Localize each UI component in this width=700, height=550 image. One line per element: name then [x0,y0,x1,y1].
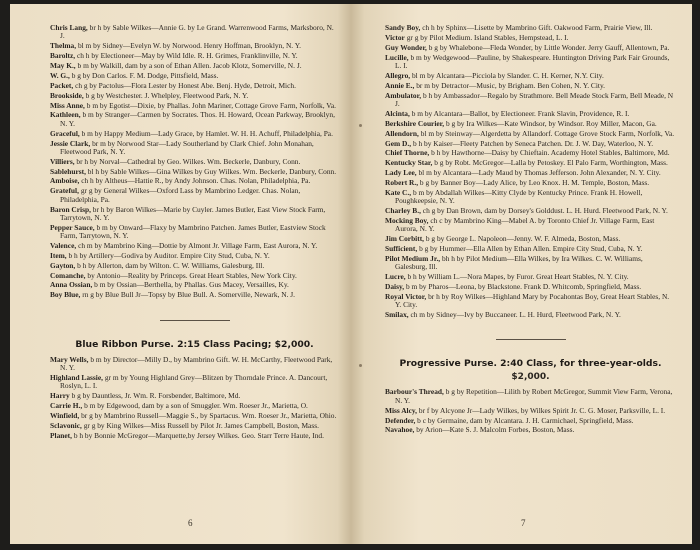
entry-item [50,422,339,430]
section-divider [160,320,230,321]
entry-item [50,262,339,270]
entry-details: ch c by Mambrino King—Mabel A. by Toronto Chief Jr. Village Farm, East Aurora, N. Y. [395,216,655,234]
entry-item [50,158,339,166]
entry-item [385,217,676,234]
entry-item [385,149,676,157]
horse-name: Thelma, [50,41,77,51]
left-page [10,4,351,544]
entry-item [50,272,339,280]
horse-name: Villiers, [50,156,75,166]
horse-name: Harry [50,391,70,401]
entry-item [385,54,676,71]
horse-name: Gayton, [50,260,76,270]
entry-item [50,242,339,250]
entry-item [385,140,676,148]
horse-name: Allendorn, [385,128,419,138]
entry-item [50,402,339,410]
entry-details: b h by Artillery—Godiva by Auditor. Empire City Stud, Cuba, N. Y. [68,250,270,260]
horse-name: Boy Blue, [50,290,81,300]
horse-name: Brookside, [50,90,84,100]
entry-details: b g by George L. Napoleon—Jenny. W. F. Almeda, Boston, Mass. [425,234,621,244]
entry-details: b h by Bonnie McGregor—Marquette,by Jersey Wilkes. Geo. Starr Terre Haute, Ind. [73,430,324,440]
entry-item [385,255,676,272]
horse-name: Chief Thorne, [385,148,430,158]
entry-item [385,24,676,32]
entry-details: b m by Director—Milly D., by Mambrino Gift. W. H. McCarthy, Fleetwood Park, N. Y. [60,354,333,372]
entry-item [50,206,339,223]
horse-name: Anna Ossian, [50,280,93,290]
horse-name: Grateful, [50,186,79,196]
horse-name: Sandy Boy, [385,23,421,32]
horse-name: Sclavonic, [50,420,82,430]
entry-details: br h by Roy Wilkes—Highland Mary by Pocahontas Boy, Great Heart Stables, N. Y. City. [395,291,670,310]
entry-details: br m by Norwood Star—Lady Southerland by Clark Chief. John Monahan, Fleetwood Park, N. Y. [60,138,314,156]
entry-item [385,293,676,310]
horse-name: Baron Crisp, [50,204,91,214]
entry-item [385,207,676,215]
entry-item [50,92,339,100]
entry-item [385,245,676,253]
entry-item [385,72,676,80]
entry-details: ch h by Altheus—Hattie R., by Andy Johnson. Chas. Nolan, Philadelphia, Pa. [81,176,311,186]
entry-details: by Arion—Kate S. J. Malcolm Forbes, Boston, Mass. [416,425,575,435]
entry-details: b m by Ossian—Berthella, by Phallas. Gus Macey, Versailles, Ky. [94,280,289,290]
entry-details: b g by Hummer—Ella Allen by Ethan Allen. Empire City Stud, Cuba, N. Y. [419,244,643,254]
entry-item [50,42,339,50]
entry-item [50,432,339,440]
entry-details: b g by Ira Wilkes—Kate Windsor, by Windsor. Roy Miller, Macon, Ga. [445,118,657,128]
entry-details: b h by Hawthorne—Daisy by Chieftain. Academy Hotel Stables, Baltimore, Md. [431,148,670,158]
horse-name: Winfield, [50,410,80,420]
entry-item [385,426,676,434]
horse-name: Valence, [50,240,77,250]
horse-name: Sufficient, [385,244,418,254]
horse-name: Allegro, [385,70,411,80]
entry-item [50,52,339,60]
horse-name: Mocking Boy, [385,216,429,226]
horse-name: Graceful, [50,128,80,138]
horse-name: Baroltz, [50,51,76,61]
entry-item [50,374,339,391]
entry-item [50,82,339,90]
entry-details: br f by Alcyone Jr—Lady Wilkes, by Wilkes Spirit Jr. C. G. Moser, Parksville, L. I. [418,405,666,415]
entry-details: ch h by Electioneer—May by Wild Idle. R. H. Grimes, Franklinville, N. Y. [76,51,298,61]
horse-name: Barbour's Thread, [385,387,444,397]
horse-name: Comanche, [50,270,86,280]
entry-item [385,388,676,405]
horse-name: Carrie H., [50,400,83,410]
horse-name: Lucille, [385,52,409,62]
entry-item [50,252,339,260]
horse-name: Navahoe, [385,425,415,435]
entry-item [385,130,676,138]
entry-item [50,392,339,400]
entry-details: b m by Egotist—Dixie, by Phallas. John Mariner, Cottage Grove Farm, Norfolk, Va. [86,100,336,110]
horse-name: Royal Victor, [385,291,427,301]
entry-details: b h by Ambassador—Regalo by Strathmore. Bell Meade Stock Farm, Bell Meade, N J. [395,90,674,108]
horse-name: Miss Alcy, [385,405,418,415]
horse-name: Highland Lassie, [50,372,103,382]
entry-item [50,168,339,176]
entry-details: ch m by Mambrino King—Dottie by Almont Jr. Village Farm, East Aurora, N. Y. [78,240,318,250]
entry-details: bl h by Sable Wilkes—Gina Wilkes by Guy Wilkes. Wm. Beckerle, Danbury, Conn. [87,166,337,176]
entry-details: ch m by Sidney—Ivy by Buccaneer. L. H. Hurd, Fleetwood Park, N. Y. [410,310,621,320]
entry-details: b g by Westchester. J. Whelpley, Fleetwood Park, N. Y. [85,90,249,100]
horse-name: Lucre, [385,272,406,282]
entry-item [385,169,676,177]
entry-details: b m by Wedgewood—Pauline, by Shakespeare. Huntington Driving Park Fair Grounds, L. I. [395,52,670,70]
entry-details: b h by William L.—Nora Mapes, by Furor. Great Heart Stables, N. Y. City. [407,272,629,282]
entry-details: rn g by Blue Bull Jr—Topsy by Blue Bull. A. Somerville, Newark, N. J. [82,290,296,300]
entry-item [385,273,676,281]
horse-name: Robert R., [385,178,419,188]
right-page [351,4,692,544]
entry-details: b m by Happy Medium—Lady Grace, by Hamlet. W. H. H. Achuff, Philadelphia, Pa. [81,128,333,138]
entry-item [385,120,676,128]
entry-item [385,179,676,187]
binding-hole [359,364,362,367]
entry-item [50,111,339,128]
horse-name: Chris Lang, [50,23,88,32]
entries-bottom [50,356,339,440]
section-heading: Blue Ribbon Purse. 2:15 Class Pacing; $2,000. [75,338,314,350]
entry-item [50,177,339,185]
horse-name: Kate C., [385,187,412,197]
entry-item [50,291,339,299]
entry-details: gr g by General Wilkes—Oxford Lass by Mambrino Ledger. Chas. Nolan, Philadelphia, Pa. [60,186,301,204]
horse-name: May K., [50,60,76,70]
entry-details: bh h by Pilot Medium—Ella Wilkes, by Ira Wilkes. C. W. Williams, Galesburg, Ill. [395,254,643,272]
entry-details: b m by Pharos—Leona, by Blackstone. Frank D. Whitcomb, Springfield, Mass. [405,282,642,292]
entry-item [385,82,676,90]
entry-item [385,34,676,42]
entry-details: ch g by Pactolus—Flora Lester by Honest Abe. Benj. Hyde, Detroit, Mich. [75,80,296,90]
entry-details: by Antonio—Reality by Princeps. Great Heart Stables, New York City. [87,270,297,280]
horse-name: Victor [385,32,405,42]
section-divider [496,339,566,340]
entry-details: bl m by Sidney—Evelyn W. by Norwood. Henry Hoffman, Brooklyn, N. Y. [77,41,301,51]
entries-bottom [385,388,676,434]
horse-name: Jim Corbitt, [385,234,424,244]
entry-details: b g by Don Carlos. F. M. Dodge, Pittsfield, Mass. [71,70,219,80]
horse-name: Jessie Clark, [50,138,91,148]
horse-name: Item, [50,250,67,260]
horse-name: Kathleen, [50,110,81,120]
entry-item [385,110,676,118]
horse-name: Planet, [50,430,72,440]
entry-details: ch g by Dan Brown, dam by Dorsey's Golddust. L. H. Hurd. Fleetwood Park, N. Y. [422,206,668,216]
horse-name: Guy Wonder, [385,42,427,52]
entries-top [385,24,676,319]
horse-name: Amboise, [50,176,80,186]
entry-details: b c by Germaine, dam by Alcantara. J. H. Carmichael, Springfield, Mass. [417,415,634,425]
entry-item [50,281,339,289]
entry-item [50,224,339,241]
entry-item [385,44,676,52]
entry-item [385,189,676,206]
entry-item [385,311,676,319]
entry-details: gr g by Pilot Medium. Island Stables, Hempstead, L. I. [406,32,569,42]
entry-details: b g by Dauntless, Jr. Wm. R. Forsbender, Baltimore, Md. [71,391,241,401]
entry-item [50,412,339,420]
entry-details: gr m by Young Highland Grey—Blitzen by Thorndale Prince. A. Dancourt, Roslyn, L. I. [60,372,328,391]
entry-details: b m by Walkill, dam by a son of Ethan Allen. Jacob Klotz, Somerville, N. J. [77,60,302,70]
entry-details: br h by Norval—Cathedral by Geo. Wilkes. Wm. Beckerle, Danbury, Conn. [76,156,301,166]
entry-item [50,24,339,41]
horse-name: Smilax, [385,310,409,320]
horse-name: Charley B., [385,206,421,216]
binding-hole [359,124,362,127]
book-spread [10,4,692,544]
horse-name: Pilot Medium Jr., [385,254,441,263]
horse-name: Lady Lee, [385,168,417,178]
entry-details: bl m by Alcantara—Lady Maud by Thomas Jefferson. John Alexander, N. Y. City. [418,168,661,178]
horse-name: Berkshire Courier, [385,118,445,128]
entry-item [385,159,676,167]
section-heading: Progressive Purse. 2:40 Class, for three-year-olds. [399,358,662,370]
entries-top [50,24,339,300]
entry-details: b g by Banner Boy—Lady Alice, by Leo Knox. H. M. Temple, Boston, Mass. [419,178,650,188]
entry-details: b g by Robt. McGregor—Lalla by Petoskey. El Palo Farm, Worthington, Mass. [434,158,668,168]
horse-name: W. G., [50,70,70,80]
page-number: 6 [188,518,193,528]
entry-details: b m by Edgewood, dam by a son of Smuggler. Wm. Roeser Jr., Marietta, O. [84,400,308,410]
entry-details: b h by Allerton, dam by Wilton. C. W. Williams, Galesburg, Ill. [77,260,265,270]
horse-name: Ambulator, [385,90,422,100]
entry-details: gr g by King Wilkes—Miss Russell by Pilot Jr. James Campbell, Boston, Mass. [83,420,319,430]
entry-details: br g by Mambrino Russell—Maggie S., by Spartacus. Wm. Roeser Jr., Marietta, Ohio. [81,410,337,420]
entry-item [50,187,339,204]
entry-details: br h by Baron Wilkes—Marie by Cuyler. James Butler, East View Stock Farm, Tarrytown, N. Y. [60,204,326,222]
horse-name: Pepper Sauce, [50,222,95,232]
entry-details: b m by Abdallah Wilkes—Kitty Clyde by Kentucky Prince. Frank H. Howell, Poughkeepsie, N. Y. [395,187,643,206]
entry-details: b g by Repetition—Lilith by Robert McGregor, Summit View Farm, Verona, N. Y. [395,387,673,405]
horse-name: Miss Anne, [50,100,85,110]
horse-name: Annie E., [385,80,415,90]
entry-item [385,235,676,243]
entry-item [385,407,676,415]
page-number: 7 [521,518,526,528]
horse-name: Mary Wells, [50,354,89,364]
entry-item [385,417,676,425]
section-subheading: $2,000. [511,372,550,383]
entry-details: bl m by Alcantara—Picciola by Slander. C. H. Kerner, N.Y. City. [411,70,604,80]
entry-item [50,140,339,157]
entry-details: br m by Detractor—Music, by Brigham. Ben Cohen, N. Y. City. [416,80,606,90]
entry-item [50,62,339,70]
entry-item [50,356,339,373]
horse-name: Sablehurst, [50,166,86,176]
entry-item [385,283,676,291]
horse-name: Kentucky Star, [385,158,433,168]
horse-name: Gem D., [385,138,412,148]
entry-item [50,130,339,138]
horse-name: Daisy, [385,282,405,292]
entry-details: b m by Stranger—Carmen by Socrates. Thos. H. Howard, Ocean Parkway, Brooklyn, N. Y. [60,110,335,128]
entry-details: b m by Alcantara—Ballot, by Electioneer. Frank Slavin, Providence, R. I. [411,108,630,118]
entry-details: b m by Onward—Flaxy by Mambrino Patchen. James Butler, Eastview Stock Farm, Tarrytown, N. Y. [60,222,326,241]
horse-name: Packet, [50,80,74,90]
entry-details: b g by Whalebone—Fleda Wonder, by Little Wonder. Jerry Gauff, Allentown, Pa. [428,42,670,52]
entry-item [385,92,676,109]
entry-item [50,102,339,110]
entry-details: ch h by Sphinx—Lisette by Mambrino Gift. Oakwood Farm, Prairie View, Ill. [422,23,653,32]
entry-details: bl m by Steinway—Algerdetta by Allandorf. Cottage Grove Stock Farm, Norfolk, Va. [420,128,675,138]
horse-name: Alcinta, [385,108,410,118]
horse-name: Defender, [385,415,416,425]
entry-item [50,72,339,80]
entry-details: br h by Sable Wilkes—Annie G. by Le Grand. Warrenwood Farms, Marksboro, N. J. [60,23,334,41]
entry-details: b h by Kaiser—Fleety Patchen by Seneca Patchen. Dr. J. W. Day, Waterloo, N. Y. [412,138,654,148]
